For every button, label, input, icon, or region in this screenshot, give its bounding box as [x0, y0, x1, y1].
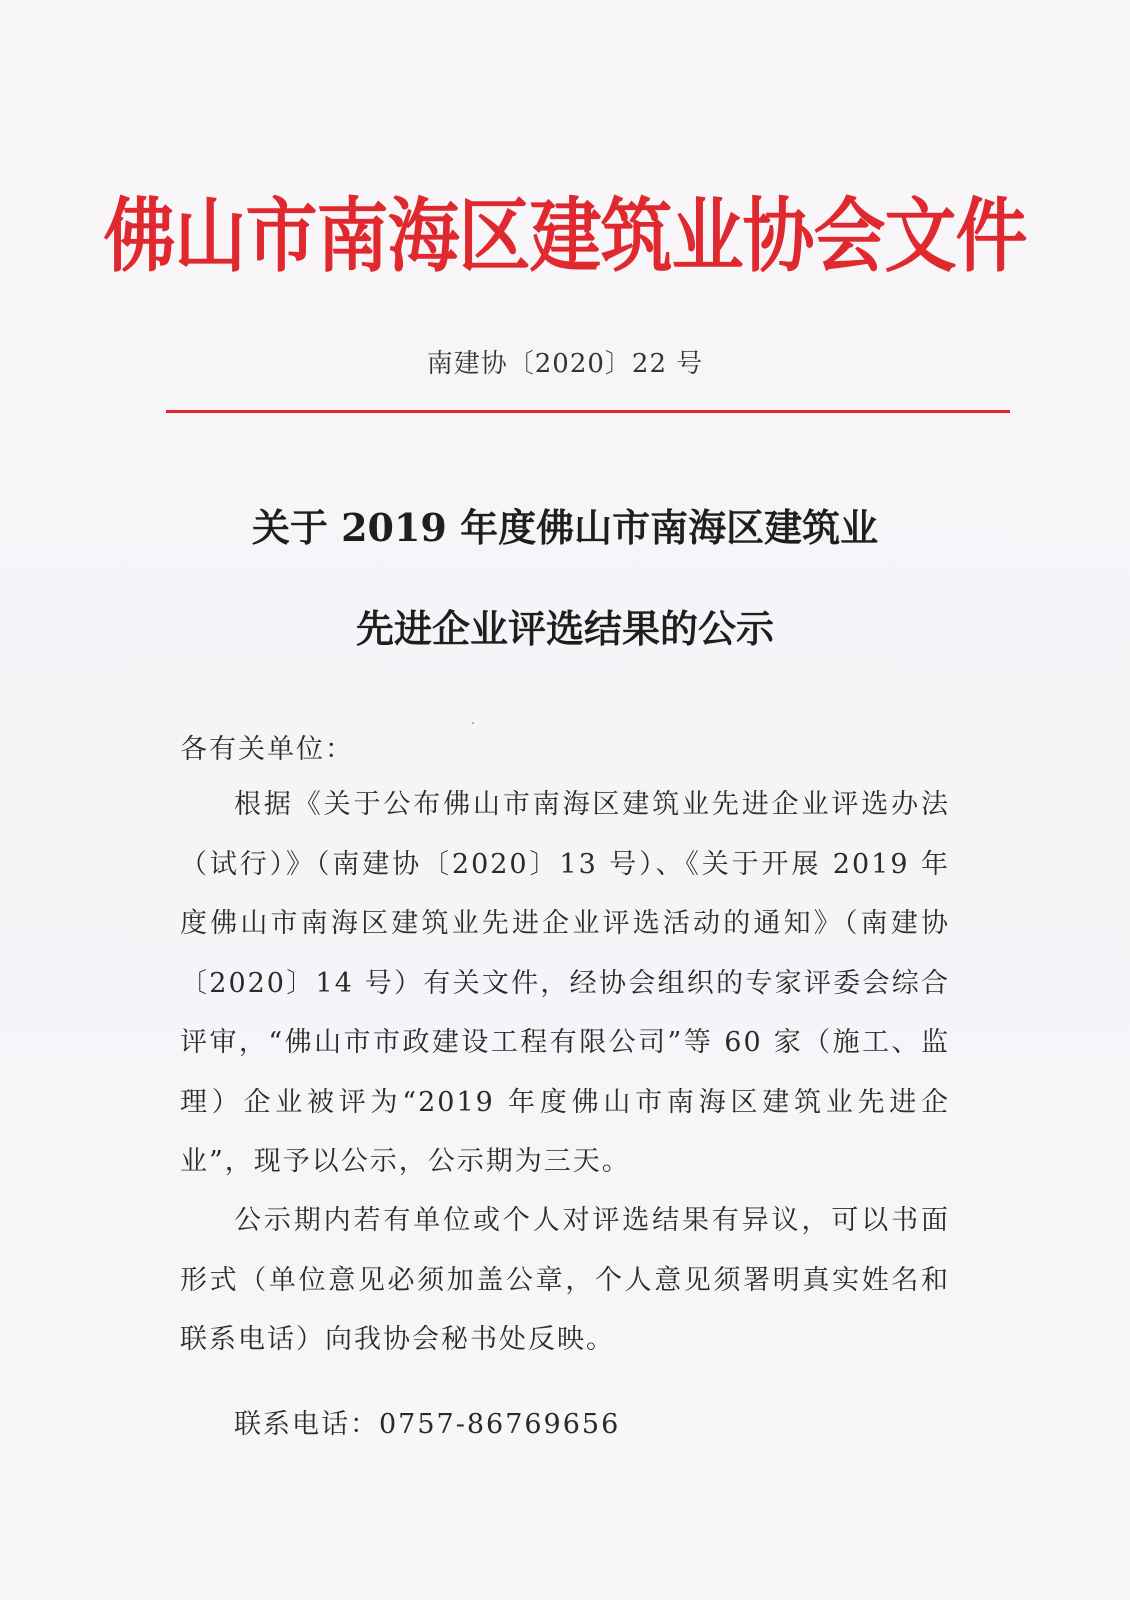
document-title-line-1: 关于 2019 年度佛山市南海区建筑业	[251, 505, 879, 550]
body-paragraph-2: 公示期内若有单位或个人对评选结果有异议，可以书面形式（单位意见必须加盖公章，个人意见须署明真实姓名和联系电话）向我协会秘书处反映。	[180, 1205, 950, 1355]
body-paragraph-1: 根据《关于公布佛山市南海区建筑业先进企业评选办法（试行）》（南建协〔2020〕13 号）、《关于开展 2019 年度佛山市南海区建筑业先进企业评选活动的通知》（南建协〔2020〕14 号）有关文件，经协会组织的专家评委会综合评审，“佛山市市政建设工程有限公司”等 60 家（施工、监理）企业被评为“2019 年度佛山市南海区建筑业先进企业”，现予以公示，公示期为三天。	[180, 789, 950, 1177]
contact-phone: 联系电话：0757-86769656	[234, 1409, 621, 1440]
scan-speck	[472, 722, 474, 724]
document-number: 南建协〔2020〕22 号	[426, 349, 704, 379]
document-title-line-2: 先进企业评选结果的公示	[355, 606, 774, 651]
salutation: 各有关单位：	[180, 734, 354, 765]
red-divider-line	[166, 410, 1010, 413]
issuer-header-title: 佛山市南海区建筑业协会文件	[103, 188, 1027, 284]
